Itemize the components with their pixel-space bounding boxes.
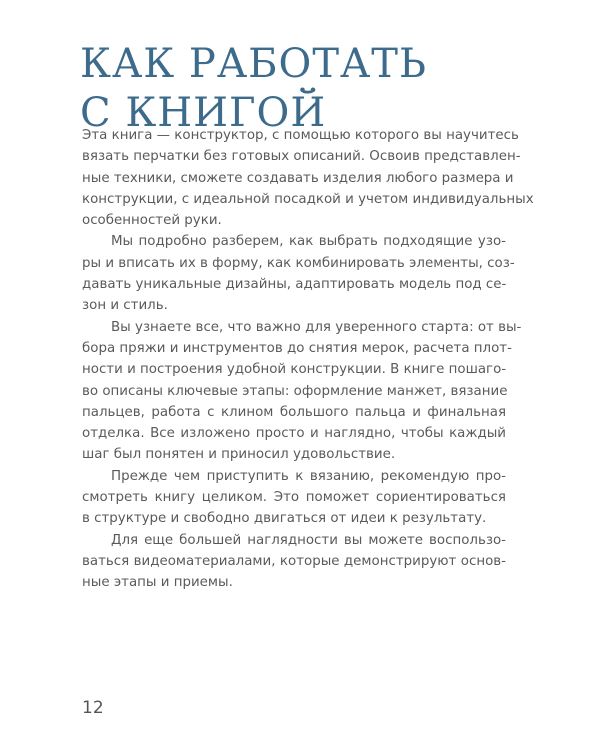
text-line: Прежде чем приступить к вязанию, рекомендую про- bbox=[111, 468, 506, 484]
text-line: Эта книга — конструктор, с помощью которого вы научитесь bbox=[82, 128, 519, 143]
title-line-1: КАК РАБОТАТЬ bbox=[80, 41, 427, 87]
text-line: бора пряжи и инструментов до снятия мерок, расчета плот- bbox=[82, 340, 512, 356]
text-line: давать уникальные дизайны, адаптировать модель под се- bbox=[82, 277, 507, 293]
paragraph bbox=[82, 231, 515, 316]
text-line: зон и стиль. bbox=[82, 298, 168, 314]
text-line: ваться видеоматериалами, которые демонстрируют основ- bbox=[82, 553, 506, 569]
paragraph bbox=[82, 530, 506, 594]
text-line: во описаны ключевые этапы: оформление манжет, вязание bbox=[82, 383, 508, 399]
text-line: отделка. Все изложено просто и наглядно, чтобы каждый bbox=[82, 426, 506, 442]
title-line-2: С КНИГОЙ bbox=[80, 90, 327, 136]
text-line: шаг был понятен и приносил удовольствие. bbox=[82, 447, 396, 463]
text-line: конструкции, с идеальной посадкой и учетом индивидуальных bbox=[82, 191, 534, 207]
page-number: 12 bbox=[82, 698, 104, 718]
text-line: ности и построения удобной конструкции. В книге пошаго- bbox=[82, 362, 507, 378]
paragraph bbox=[82, 317, 522, 466]
text-line: ные этапы и приемы. bbox=[82, 575, 233, 591]
text-line: пальцев, работа с клином большого пальца и финальная bbox=[82, 404, 506, 420]
text-line: смотреть книгу целиком. Это поможет сориентироваться bbox=[82, 490, 506, 506]
text-line: вязать перчатки без готовых описаний. Освоив представлен- bbox=[82, 149, 521, 165]
page-title bbox=[80, 40, 427, 138]
text-line: Мы подробно разберем, как выбрать подходящие узо- bbox=[111, 234, 506, 250]
text-line: в структуре и свободно двигаться от идеи к результату. bbox=[82, 511, 487, 527]
paragraph bbox=[82, 125, 534, 231]
body-text bbox=[82, 125, 534, 594]
paragraph bbox=[82, 466, 506, 530]
text-line: ные техники, сможете создавать изделия любого размера и bbox=[82, 170, 514, 186]
text-line: Для еще большей наглядности вы можете воспользо- bbox=[111, 532, 506, 548]
text-line: Вы узнаете все, что важно для уверенного старта: от вы- bbox=[111, 319, 522, 335]
text-line: ры и вписать их в форму, как комбинировать элементы, соз- bbox=[82, 255, 515, 271]
text-line: особенностей руки. bbox=[82, 213, 222, 229]
